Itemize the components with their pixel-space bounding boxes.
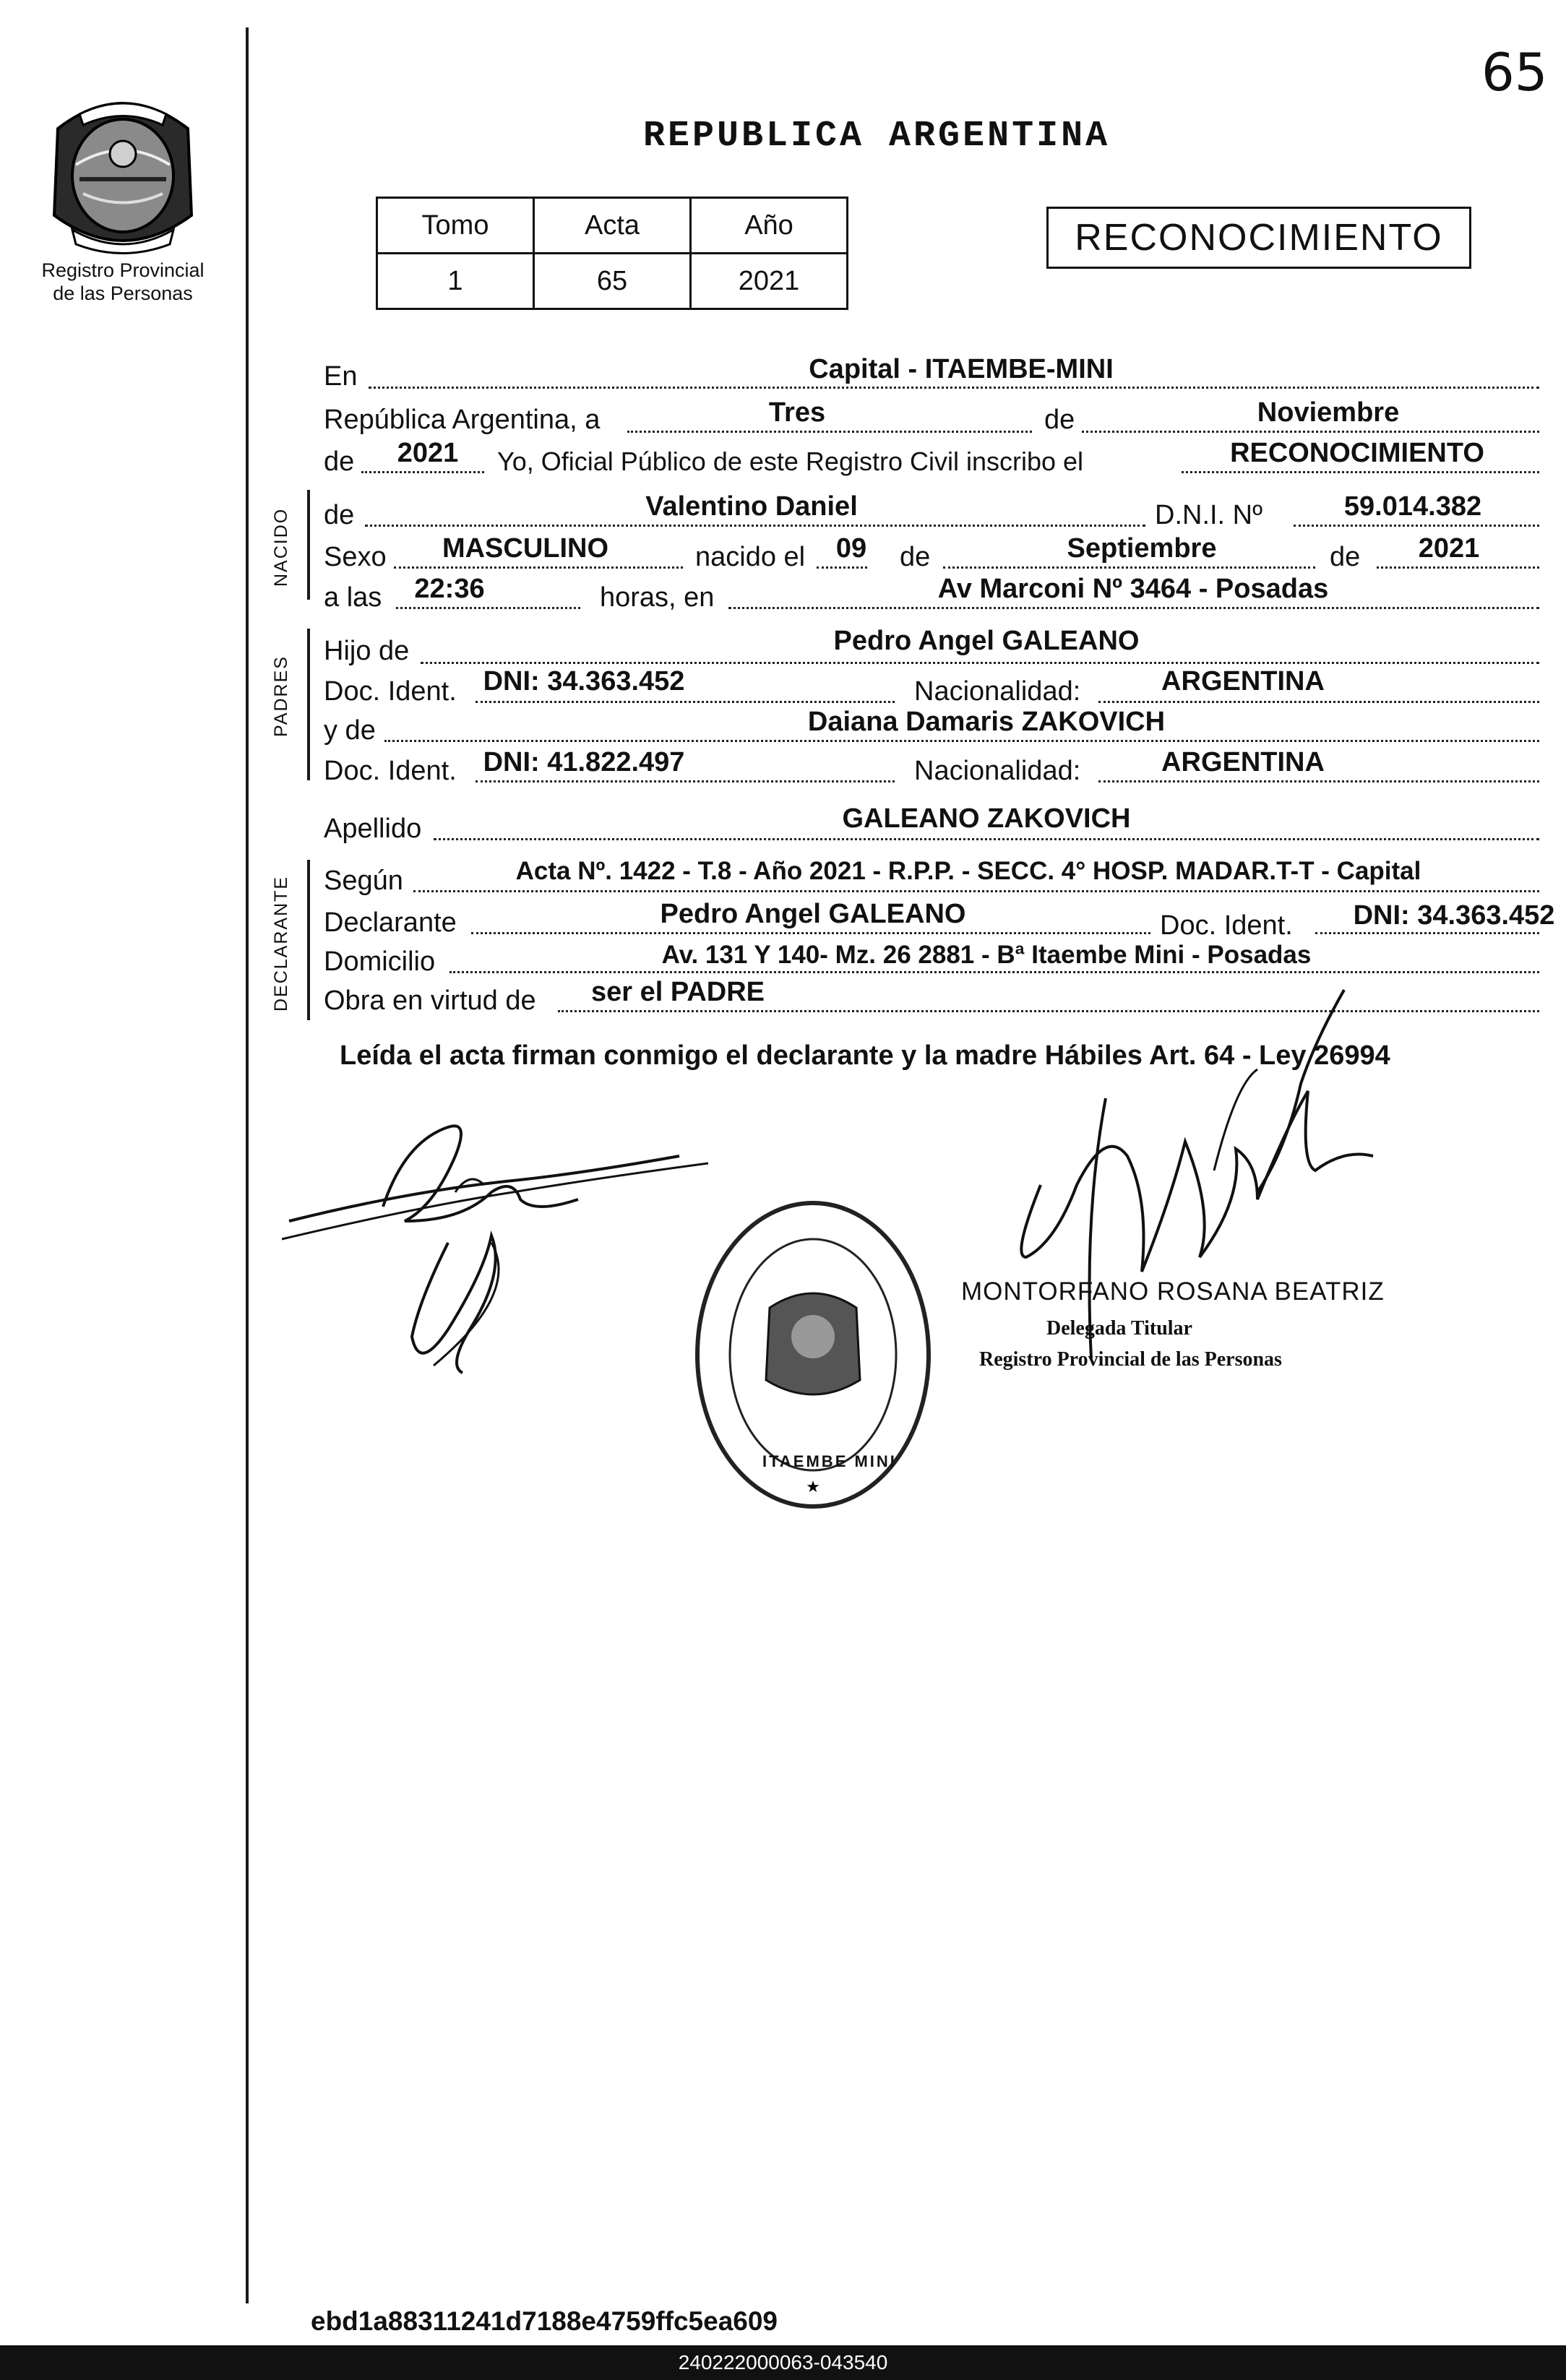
en-label: En	[324, 361, 358, 392]
acta-header: Acta	[534, 198, 691, 254]
dotted-line	[476, 780, 895, 782]
document-title: REPUBLICA ARGENTINA	[643, 116, 1111, 157]
domicilio-label: Domicilio	[324, 947, 436, 977]
father-name: Pedro Angel GALEANO	[833, 626, 1140, 656]
dotted-line	[413, 890, 1539, 892]
child-dni: 59.014.382	[1343, 491, 1482, 522]
dotted-line	[1082, 431, 1539, 433]
month-value: Noviembre	[1257, 397, 1400, 428]
father-doc-label: Doc. Ident.	[324, 676, 457, 707]
dotted-line	[369, 387, 1539, 389]
dotted-line	[817, 566, 867, 569]
nacido-side-label: NACIDO	[271, 507, 291, 587]
dotted-line	[421, 662, 1539, 664]
father-nat-label: Nacionalidad:	[914, 676, 1081, 707]
declarante-name: Pedro Angel GALEANO	[660, 899, 966, 929]
dotted-line	[1098, 780, 1539, 782]
dotted-line	[361, 471, 484, 473]
de-label-2: de	[900, 542, 931, 572]
de-label: de	[1044, 405, 1075, 435]
dotted-line	[1377, 566, 1539, 569]
day-value: Tres	[768, 397, 826, 428]
svg-text:★: ★	[806, 1478, 820, 1496]
mother-nationality: ARGENTINA	[1161, 747, 1325, 777]
nacido-el-label: nacido el	[695, 542, 806, 572]
left-margin-rule	[246, 27, 249, 2303]
republica-label: República Argentina, a	[324, 405, 601, 435]
registry-line-1: Registro Provincial	[41, 259, 205, 281]
stamp-text	[726, 1192, 900, 1207]
closing-legend: Leída el acta firman conmigo el declarante y la madre Hábiles Art. 64 - Ley 26994	[340, 1040, 1390, 1071]
tomo-header: Tomo	[377, 198, 534, 254]
dni-label: D.N.I. Nº	[1155, 500, 1262, 530]
act-type-box: RECONOCIMIENTO	[1046, 207, 1471, 269]
nacido-de-label: de	[324, 500, 355, 530]
segun-value: Acta Nº. 1422 - T.8 - Año 2021 - R.P.P. - SECC. 4° HOSP. MADAR.T-T - Capital	[515, 857, 1421, 885]
page-number: 65	[1481, 42, 1548, 103]
dotted-line	[384, 740, 1539, 742]
declarante-side-label: DECLARANTE	[271, 875, 291, 1012]
birth-year: 2021	[1418, 533, 1480, 564]
place-value: Capital - ITAEMBE-MINI	[809, 354, 1114, 384]
horas-label: horas, en	[600, 582, 715, 613]
act-value: RECONOCIMIENTO	[1230, 438, 1484, 468]
dotted-line	[1294, 525, 1539, 527]
dotted-line	[728, 607, 1539, 609]
dotted-line	[396, 607, 580, 609]
section-bar	[307, 490, 310, 600]
dotted-line	[365, 525, 1145, 527]
official-role: Delegada Titular	[1046, 1317, 1192, 1340]
de2-label: de	[324, 447, 355, 477]
official-name: MONTORFANO ROSANA BEATRIZ	[961, 1277, 1385, 1306]
declarante-doc-label: Doc. Ident.	[1160, 910, 1293, 941]
anio-header: Año	[691, 198, 848, 254]
dotted-line	[434, 838, 1539, 840]
tomo-value: 1	[377, 254, 534, 309]
year-value: 2021	[397, 438, 459, 468]
padres-side-label: PADRES	[271, 655, 291, 737]
dotted-line	[394, 566, 683, 569]
dotted-line	[627, 431, 1032, 433]
mother-name: Daiana Damaris ZAKOVICH	[807, 707, 1166, 737]
obra-value: ser el PADRE	[590, 977, 765, 1007]
registry-line-2: de las Personas	[53, 283, 193, 304]
book-reference-table	[376, 197, 848, 310]
alas-label: a las	[324, 582, 382, 613]
mother-doc-label: Doc. Ident.	[324, 756, 457, 786]
mother-doc: DNI: 41.822.497	[483, 747, 685, 777]
declarant-signature-icon	[275, 1113, 723, 1387]
declarante-doc: DNI: 34.363.452	[1353, 900, 1555, 931]
dotted-line	[449, 971, 1539, 973]
yde-label: y de	[324, 715, 376, 746]
de-label-3: de	[1330, 542, 1361, 572]
document-hash: ebd1a88311241d7188e4759ffc5ea609	[311, 2306, 778, 2336]
section-bar	[307, 860, 310, 1020]
dotted-line	[1315, 932, 1539, 934]
mother-nat-label: Nacionalidad:	[914, 756, 1081, 786]
birth-time: 22:36	[414, 574, 485, 604]
footer-code-bar: 240222000063-043540	[0, 2345, 1566, 2380]
section-bar	[307, 629, 310, 780]
coat-of-arms-icon	[43, 85, 202, 259]
birth-month: Septiembre	[1067, 533, 1217, 564]
sexo-label: Sexo	[324, 542, 387, 572]
birth-day: 09	[835, 533, 867, 564]
dotted-line	[1098, 701, 1539, 703]
dotted-line	[1182, 471, 1539, 473]
declarante-label: Declarante	[324, 907, 457, 938]
province-emblem	[43, 85, 202, 259]
sexo-value: MASCULINO	[442, 533, 609, 564]
father-nationality: ARGENTINA	[1161, 666, 1325, 697]
acta-value: 65	[534, 254, 691, 309]
birth-place: Av Marconi Nº 3464 - Posadas	[937, 574, 1329, 604]
dotted-line	[943, 566, 1315, 569]
apellido-label: Apellido	[324, 814, 422, 844]
hijo-label: Hijo de	[324, 636, 410, 666]
child-name: Valentino Daniel	[645, 491, 858, 522]
father-doc: DNI: 34.363.452	[483, 666, 685, 697]
dotted-line	[476, 701, 895, 703]
apellido-value: GALEANO ZAKOVICH	[842, 803, 1131, 834]
dotted-line	[471, 932, 1150, 934]
segun-label: Según	[324, 866, 403, 896]
yo-text: Yo, Oficial Público de este Registro Civil inscribo el	[497, 447, 1084, 476]
registry-left-label	[29, 259, 217, 305]
obra-label: Obra en virtud de	[324, 986, 536, 1016]
anio-value: 2021	[691, 254, 848, 309]
stamp-inner-text: ITAEMBE MINI	[762, 1452, 897, 1470]
official-institution: Registro Provincial de las Personas	[979, 1348, 1282, 1371]
domicilio-value: Av. 131 Y 140- Mz. 26 2881 - Bª Itaembe Mini - Posadas	[661, 941, 1312, 969]
